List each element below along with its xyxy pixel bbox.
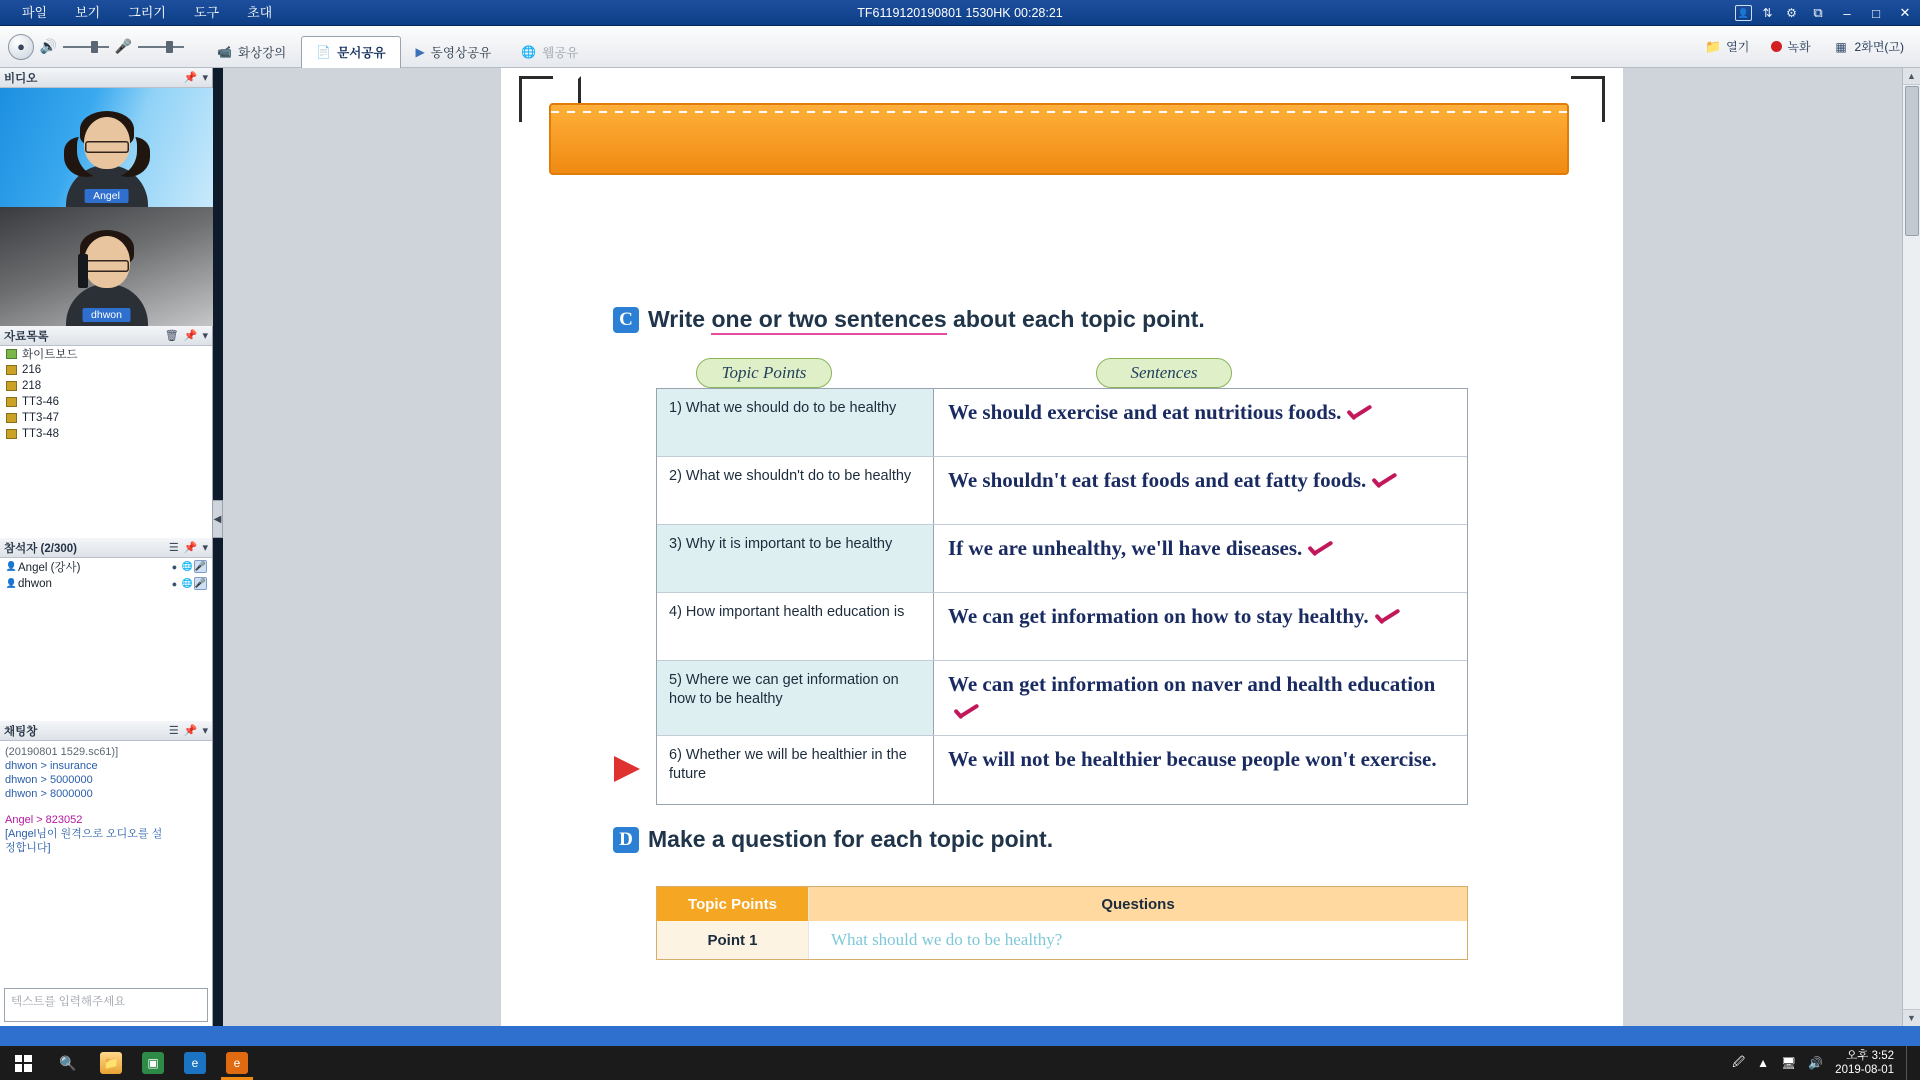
title-bar [0,0,1920,26]
participants-panel-header [0,538,212,558]
share-tabs [202,26,593,68]
audio-controls [0,34,184,60]
session-title: TF6119120190801 1530HK 00:28:21 [857,5,1063,20]
list-item-label: 216 [22,364,42,376]
menu-item-view[interactable]: 보기 [75,4,101,20]
layout-label: 2화면(고) [1854,40,1904,54]
participant-name: Angel (강사) [18,561,81,574]
chevron-up-icon[interactable]: ▲ [1757,1056,1769,1070]
participant-name: dhwon [18,577,52,590]
file-explorer-icon: 📁 [100,1052,122,1074]
table-header-row [657,887,1467,921]
user-panel-icon[interactable]: 👤 [1735,5,1752,21]
clock[interactable] [1835,1049,1894,1077]
menu-item-tools[interactable]: 도구 [193,4,220,20]
document-viewer[interactable] [223,68,1902,1026]
file-icon [6,413,17,423]
chevron-down-icon[interactable]: ▾ [202,72,208,84]
windows-taskbar [0,1046,1920,1080]
clock-time: 오후 3:52 [1846,1050,1894,1062]
gear-icon[interactable]: ⚙ [1786,6,1797,20]
section-c-heading: Write one or two sentences about each topic point. [648,306,1205,333]
chat-line-spacer [5,801,207,813]
pen-icon[interactable]: 🖉 [1732,1054,1746,1069]
table-row [657,457,1467,525]
materials-panel-title: 자료목록 [4,330,49,343]
column-header-questions: Questions [809,887,1467,921]
participant-row[interactable] [0,558,212,575]
table-row [657,593,1467,661]
materials-list[interactable] [0,346,212,538]
sentence-text: We shouldn't eat fast foods and eat fatty foods. [948,468,1367,492]
list-options-icon[interactable]: ☰ [168,542,179,554]
document-icon: 📄 [316,45,332,59]
menu-item-file[interactable]: 파일 [22,4,48,20]
volume-icon[interactable]: 🔊 [1808,1056,1824,1070]
topic-point-cell: 2) What we shouldn't do to be healthy [657,457,934,524]
pin-icon[interactable]: 📌 [183,725,198,737]
point-label: Point 1 [657,921,809,959]
scrollbar-thumb[interactable] [1905,86,1919,236]
check-mark-icon [1306,541,1332,558]
microphone-icon[interactable]: 🎤 [194,561,207,571]
list-item-label: TT3-47 [22,412,60,424]
video-tiles [0,88,212,326]
topic-point-cell: 1) What we should do to be healthy [657,389,934,456]
globe-icon: 🌐 [521,45,537,59]
table-row [657,921,1467,959]
maximize-icon[interactable]: □ [1872,5,1880,21]
document-scrollbar[interactable] [1902,68,1920,1026]
folder-icon: 📁 [1704,38,1722,54]
question-cell[interactable]: What should we do to be healthy? [809,921,1467,959]
page-header-banner [549,103,1569,175]
topic-point-cell: 5) Where we can get information on how to be healthy [657,661,934,735]
updown-arrows-icon[interactable]: ⇅ [1762,6,1773,20]
edge-icon: e [184,1052,206,1074]
section-c-badge: C [613,307,639,333]
topic-point-cell: 6) Whether we will be healthier in the future [657,736,934,804]
chat-options-icon[interactable]: ☰ [168,725,179,737]
tab-video-share[interactable] [401,36,507,68]
participants-empty-space [0,592,212,721]
pin-icon[interactable]: 📌 [183,330,198,342]
list-item-label: 218 [22,380,42,392]
windows-logo-icon [15,1055,32,1072]
clock-date: 2019-08-01 [1835,1064,1894,1076]
sentence-cell[interactable] [934,525,1467,592]
list-item-label: 화이트보드 [22,349,78,361]
sentence-text: We should exercise and eat nutritious foods. [948,400,1342,424]
list-item[interactable] [0,426,212,442]
section-c-table [656,388,1468,805]
shared-document-page [501,68,1623,1026]
presenter-icon: 👤 [5,561,18,571]
chat-log[interactable] [0,741,212,984]
toolbar-right-controls [1699,35,1920,58]
sentence-text: If we are unhealthy, we'll have diseases. [948,536,1303,560]
chat-line: Angel > 823052 [5,814,83,826]
main-toolbar [0,26,1920,68]
student-icon: 👤 [5,578,18,588]
video-panel-header [0,68,212,88]
left-sidebar [0,68,213,1026]
tab-video-lecture-label: 화상강의 [237,46,287,60]
globe-icon[interactable]: 🌐 [181,578,194,588]
taskbar-app-conference[interactable] [216,1046,258,1080]
list-item-label: TT3-46 [22,396,60,408]
tab-video-share-label: 동영상공유 [430,46,492,60]
menu-item-draw[interactable]: 그리기 [128,4,166,20]
file-icon [6,429,17,439]
record-button[interactable] [1765,35,1816,58]
app-orange-icon: e [226,1052,248,1074]
video-tile-teacher-name: Angel [84,189,129,203]
topic-point-cell: 4) How important health education is [657,593,934,660]
chevron-down-icon[interactable]: ▾ [202,330,208,342]
tab-document-share[interactable] [301,36,400,68]
chat-line: (20190801 1529.sc61)] [5,746,119,758]
close-icon[interactable]: ✕ [1899,5,1911,20]
materials-panel-header [0,326,212,346]
video-tile-student-name: dhwon [82,308,131,322]
tab-video-lecture[interactable] [202,36,301,68]
menu-bar [0,0,286,26]
trash-icon[interactable]: 🗑 [164,330,179,342]
topic-point-cell: 3) Why it is important to be healthy [657,525,934,592]
section-d-title [613,826,1053,853]
section-d-badge: D [613,827,639,853]
sentence-cell[interactable] [934,389,1467,456]
record-dot-icon [1771,41,1782,52]
column-header-topic-points: Topic Points [696,358,832,388]
layout-selector[interactable] [1827,35,1910,58]
column-header-topic-points: Topic Points [657,887,809,921]
video-panel-tools [184,71,208,84]
menu-item-invite[interactable]: 초대 [247,4,273,20]
grid-icon: ▦ [1835,39,1847,54]
show-desktop-button[interactable] [1906,1046,1912,1080]
chat-panel [0,741,212,1026]
taskbar-app-green[interactable] [132,1046,174,1080]
microphone-icon[interactable]: 🎤 [194,578,207,588]
chat-line: dhwon > insurance [5,760,98,772]
play-icon: ▶ [415,45,425,59]
open-file-button[interactable] [1699,35,1755,58]
check-mark-icon [1373,609,1399,626]
record-label: 녹화 [1787,40,1811,54]
taskbar-app-file-explorer[interactable] [90,1046,132,1080]
tab-web-share[interactable] [506,36,593,68]
participants-panel-tools [169,541,208,554]
restore-icon[interactable]: ⧉ [1813,5,1823,20]
sentence-cell[interactable] [934,661,1467,735]
video-tile-student[interactable] [0,207,213,326]
chat-panel-title: 채팅창 [4,725,38,738]
participants-panel-title: 참석자 (2/300) [4,542,77,555]
sentence-cell[interactable] [934,736,1467,804]
title-bar-controls [1735,0,1916,26]
section-d-table [656,886,1468,960]
video-panel-title: 비디오 [4,72,38,85]
list-item[interactable] [0,362,212,378]
tab-web-share-label: 웹공유 [542,46,579,60]
scroll-up-icon[interactable]: ▲ [1903,68,1920,85]
search-button[interactable]: 🔍 [59,1054,77,1071]
column-header-sentences: Sentences [1096,358,1232,388]
chat-line: 정합니다] [5,842,51,854]
chat-panel-tools [169,724,208,737]
sentence-text: We can get information on naver and health education [948,672,1436,696]
table-row [657,389,1467,457]
table-row [657,525,1467,593]
headset-icon[interactable]: ● [8,34,34,60]
sentence-text: We will not be healthier because people won't exercise. [948,747,1437,771]
video-tile-teacher[interactable] [0,88,213,207]
camera-icon[interactable]: ● [171,561,178,572]
section-d-heading: Make a question for each topic point. [648,826,1054,852]
chat-panel-header [0,721,212,741]
list-item-label: TT3-48 [22,428,60,440]
check-mark-icon [952,704,978,721]
camera-icon[interactable]: ● [171,578,178,589]
chevron-down-icon[interactable]: ▾ [202,725,208,737]
table-row [657,661,1467,736]
webcam-icon: 📹 [217,45,232,59]
materials-panel-tools [165,329,208,342]
participant-row[interactable] [0,575,212,592]
sidebar-collapse-handle[interactable]: ◀ [213,500,223,538]
list-item[interactable] [0,410,212,426]
file-icon [6,365,17,375]
speaker-icon[interactable]: 🔊 [39,38,58,54]
globe-icon[interactable]: 🌐 [181,561,194,571]
microphone-icon[interactable]: 🎤 [114,38,133,54]
chevron-down-icon[interactable]: ▾ [202,542,208,554]
sentence-cell[interactable] [934,593,1467,660]
sentence-cell[interactable] [934,457,1467,524]
taskbar-app-edge[interactable] [174,1046,216,1080]
list-item[interactable] [0,378,212,394]
chat-line: dhwon > 5000000 [5,774,93,786]
minimize-icon[interactable]: – [1843,5,1851,21]
scroll-down-icon[interactable]: ▼ [1903,1009,1920,1026]
window-bottom-strip [0,1026,1920,1046]
whiteboard-icon [6,349,17,359]
tab-document-share-label: 문서공유 [337,46,386,60]
speaker-volume-slider[interactable] [63,40,109,54]
network-icon[interactable]: 🖥 [1780,1056,1797,1070]
sentence-text: We can get information on how to stay healthy. [948,604,1369,628]
file-icon [6,381,17,391]
participants-list[interactable] [0,558,212,721]
chat-line: dhwon > 8000000 [5,788,93,800]
file-icon [6,397,17,407]
list-item[interactable] [0,394,212,410]
pin-icon[interactable]: 📌 [183,542,198,554]
page-corner-mark [1571,76,1605,122]
materials-list-empty-space [0,442,212,538]
section-c-heading-underlined: one or two sentences [711,306,946,335]
check-mark-icon [1370,473,1396,490]
chat-input[interactable]: 텍스트를 입력해주세요 [4,988,208,1022]
pin-icon[interactable]: 📌 [183,72,198,84]
chat-line: [Angel님이 원격으로 오디오를 설 [5,828,163,840]
system-tray [1732,1046,1920,1080]
pointer-arrow-icon [614,756,640,782]
app-green-icon: ▣ [142,1052,164,1074]
open-file-label: 열기 [1726,40,1750,54]
start-button[interactable] [0,1046,46,1080]
section-c-title [613,306,1205,333]
mic-volume-slider[interactable] [138,40,184,54]
check-mark-icon [1345,405,1371,422]
table-row [657,736,1467,804]
list-item[interactable] [0,346,212,362]
